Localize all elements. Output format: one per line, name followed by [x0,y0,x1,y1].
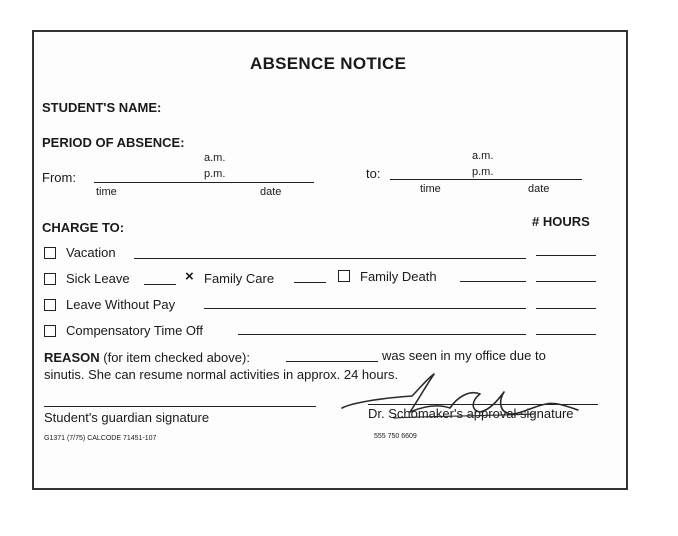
phone-number: 555 750 6609 [374,433,417,440]
to-time-label: time [420,183,441,195]
leave-without-pay-checkbox[interactable] [44,299,56,311]
sick-leave-line [144,284,176,285]
sick-leave-checkbox[interactable] [44,273,56,285]
vacation-checkbox[interactable] [44,247,56,259]
guardian-signature-line [44,406,316,407]
reason-label: REASON [44,350,100,365]
from-line [94,182,314,183]
doctor-signature-label: Dr. Schomaker's approval signature [368,406,574,421]
sick-leave-label: Sick Leave [66,271,130,286]
sick-hours-line [536,281,596,282]
reason-blank-line [286,361,378,362]
to-line [390,179,582,180]
comp-time-line [238,334,526,335]
comp-time-hours-line [536,334,596,335]
comp-time-checkbox[interactable] [44,325,56,337]
from-am: a.m. [204,152,226,164]
to-am: a.m. [472,150,494,162]
to-label: to: [366,166,381,181]
from-pm: p.m. [204,168,226,180]
student-name-label: STUDENT'S NAME: [42,100,162,115]
comp-time-label: Compensatory Time Off [66,323,204,338]
family-care-label: Family Care [204,271,275,286]
vacation-hours-line [536,255,596,256]
reason-line-1-suffix: was seen in my office due to [382,348,546,363]
charge-to-label: CHARGE TO: [42,220,125,235]
to-pm: p.m. [472,166,494,178]
reason-line-2: sinutis. She can resume normal activities in approx. 24 hours. [44,367,399,382]
from-date-label: date [260,186,282,198]
from-time-label: time [96,186,117,198]
absence-notice-form [32,30,628,490]
family-care-check-mark[interactable]: × [185,268,194,285]
form-title: ABSENCE NOTICE [250,54,407,73]
family-death-label: Family Death [360,269,437,284]
to-date-label: date [528,183,550,195]
vacation-line [134,258,526,259]
family-death-checkbox[interactable] [338,270,350,282]
guardian-signature-label: Student's guardian signature [44,410,210,425]
from-label: From: [42,170,76,185]
doctor-handwritten-signature [334,366,594,424]
family-death-line [460,281,526,282]
leave-without-pay-label: Leave Without Pay [66,297,176,312]
reason-line-1 [44,350,250,365]
vacation-label: Vacation [66,245,116,260]
form-code: G1371 (7/75) CALCODE 71451-107 [44,435,157,442]
family-care-line [294,282,326,283]
leave-without-pay-line [204,308,526,309]
period-of-absence-label: PERIOD OF ABSENCE: [42,135,185,150]
reason-hint: (for item checked above): [103,350,250,365]
leave-without-pay-hours-line [536,308,596,309]
hours-label: # HOURS [532,214,590,229]
